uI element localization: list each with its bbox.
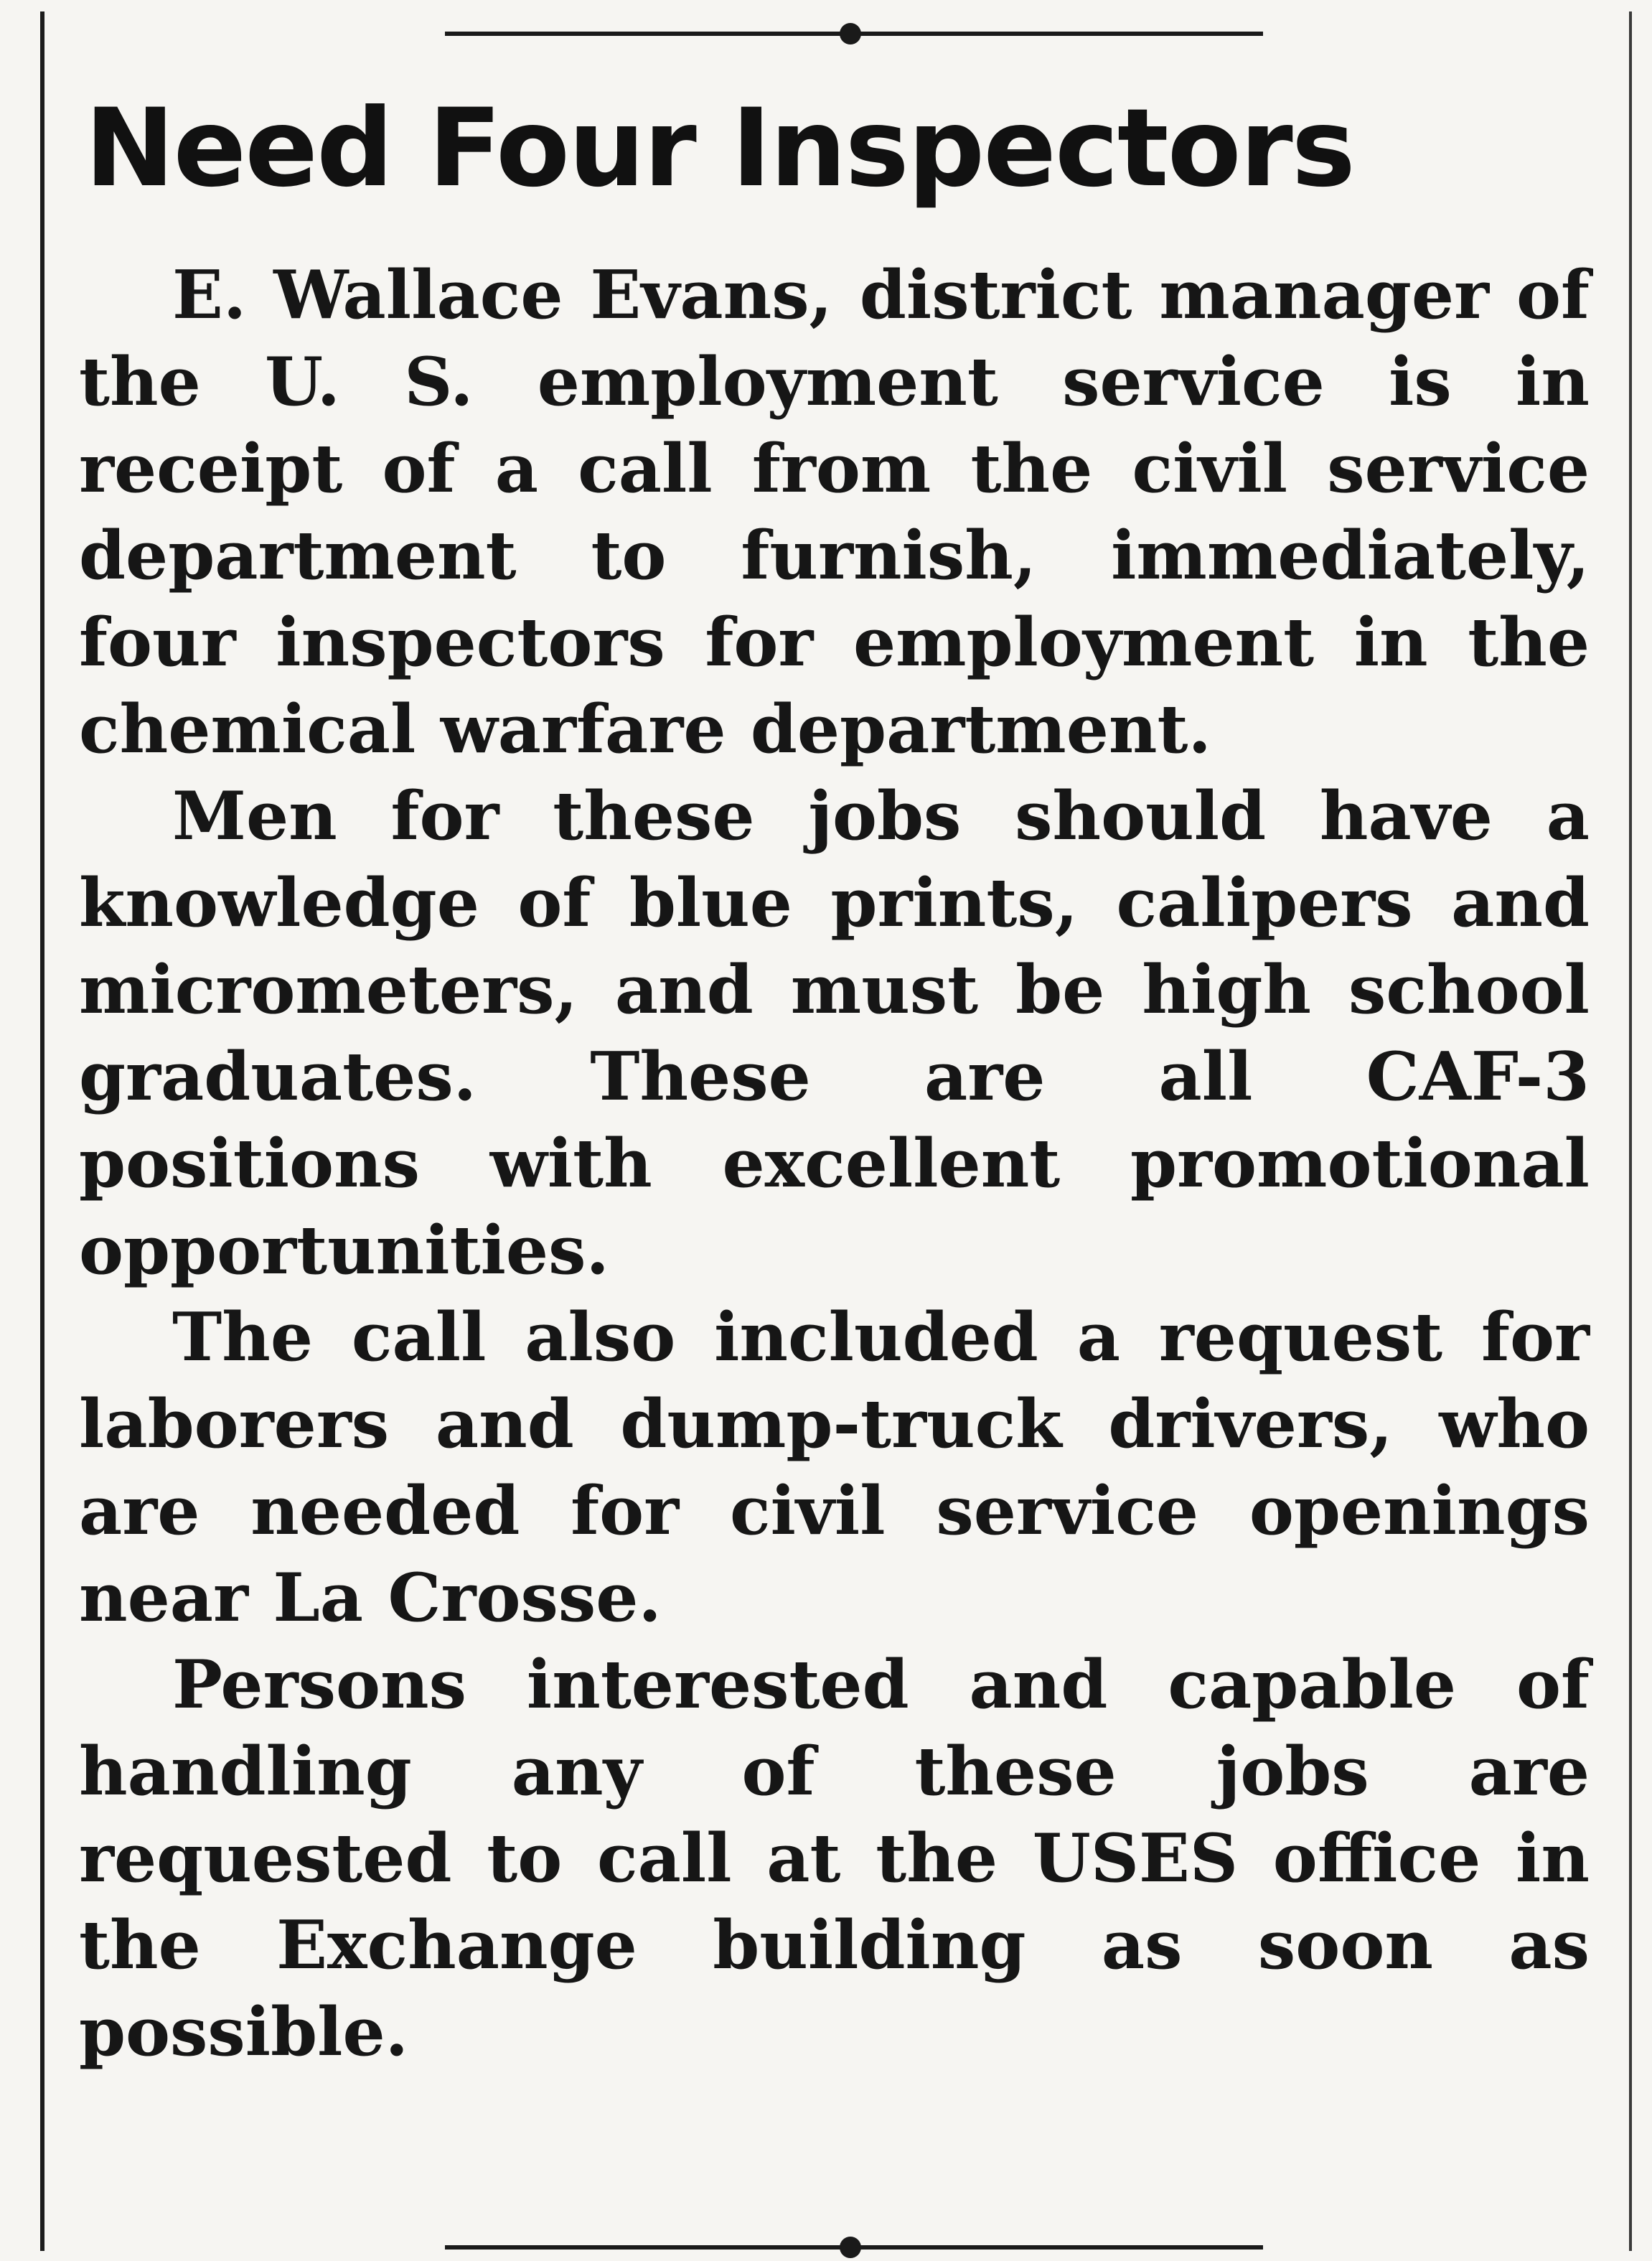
article-paragraph: Men for these jobs should have a knowledge of blue prints, calipers and micrometers, and must be high school graduates. These are all CAF-3 positions with excellent promotional opportunities. [79,777,1590,1289]
article-paragraph: Persons interested and capable of handling any of these jobs are requested to call at the USES office in the Exchange building as soon as possible. [79,1645,1590,2071]
divider-dot [840,2237,861,2258]
left-column-rule [40,11,44,2251]
right-column-rule [1629,11,1632,2251]
article-paragraph: The call also included a request for laborers and dump-truck drivers, who are needed for civil service openings near La Crosse. [79,1298,1590,1637]
bottom-divider-ornament [445,2231,1263,2257]
article-paragraph: E. Wallace Evans, district manager of the U. S. employment service is in receipt of a call from the civil service department to furnish, immediately, four inspectors for employment in the chemical warfare department. [79,256,1590,768]
headline: Need Four Inspectors [85,86,1354,211]
article-body [79,251,1590,2075]
top-divider-ornament [445,20,1263,46]
divider-dot [840,23,861,45]
